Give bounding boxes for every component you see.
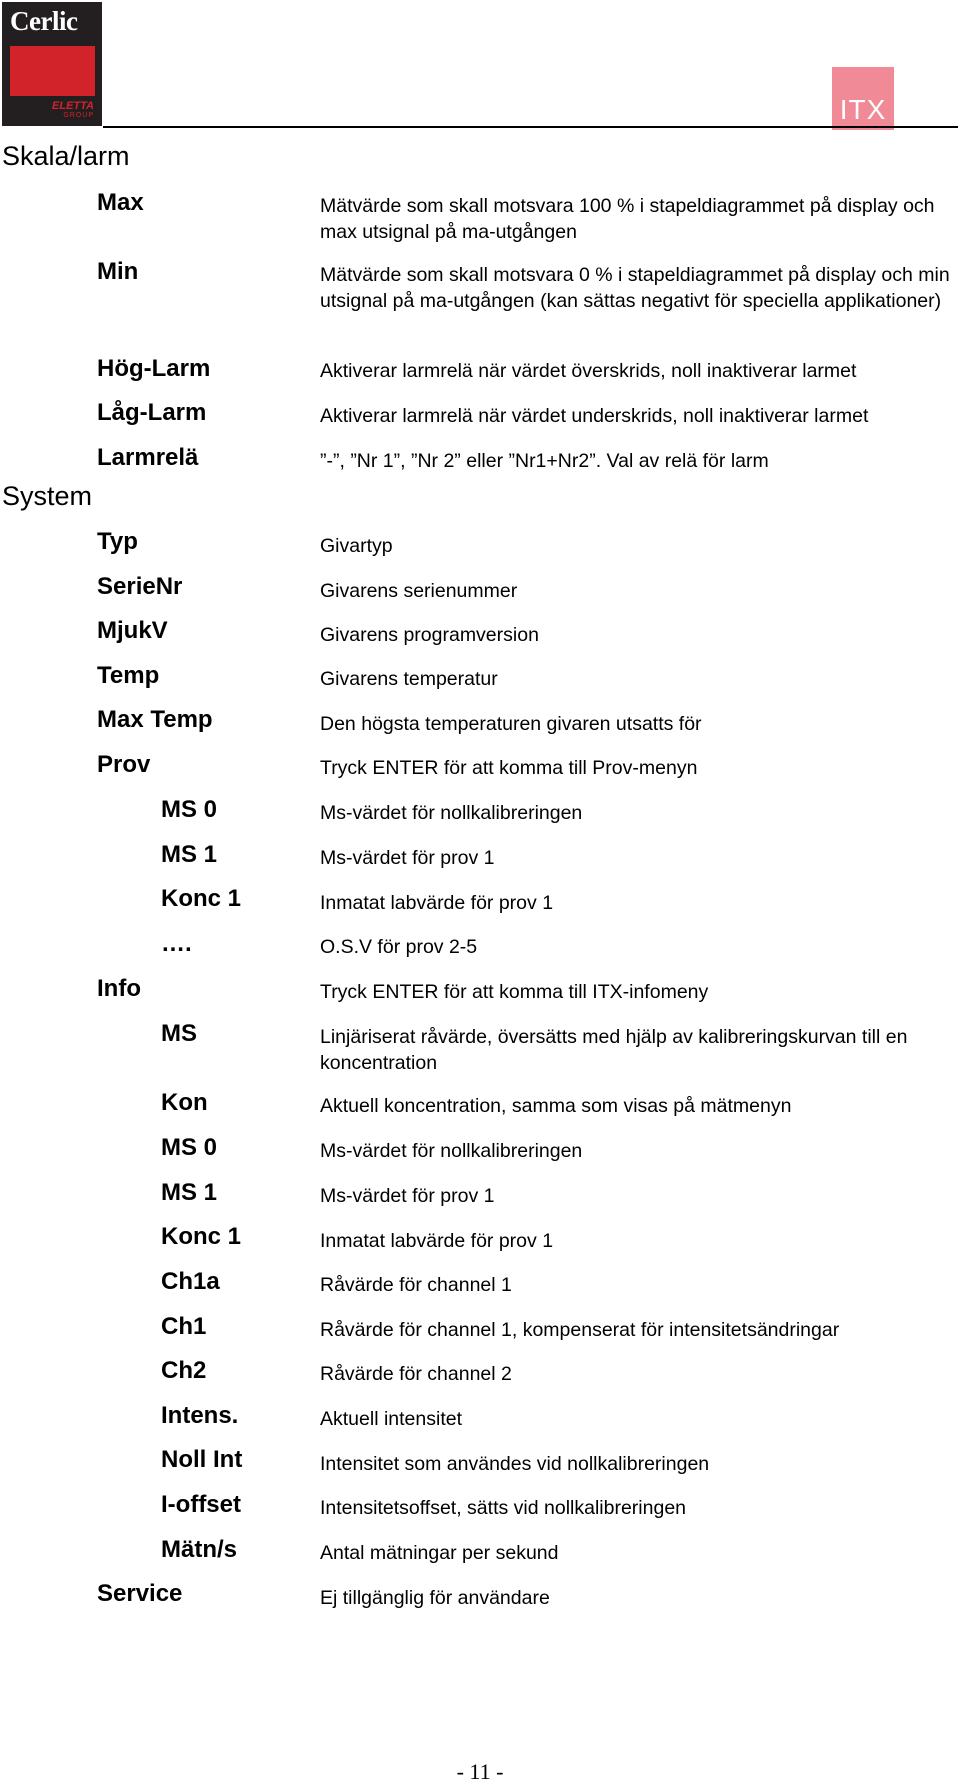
logo-name: Cerlic xyxy=(10,6,78,36)
logo-group: GROUP xyxy=(63,112,94,119)
term-description: Givartyp xyxy=(320,535,393,557)
term-label: MS 0 xyxy=(161,1134,218,1161)
term-description: Råvärde för channel 1, kompenserat för intensitetsändringar xyxy=(320,1319,840,1341)
term-description: Mätvärde som skall motsvara 0 % i stapeldiagrammet på display och min utsignal på ma-utgången (kan sättas negativt för speciella applikationer) xyxy=(320,264,950,312)
term-label: Prov xyxy=(97,751,151,778)
term-label: Ch1a xyxy=(161,1268,220,1295)
term-label: Info xyxy=(97,975,141,1002)
term-label: Hög-Larm xyxy=(97,355,211,382)
term-description: Ms-värdet för prov 1 xyxy=(320,1185,495,1207)
term-label: Konc 1 xyxy=(161,1223,242,1250)
term-description: Ms-värdet för nollkalibreringen xyxy=(320,1140,583,1162)
term-description: O.S.V för prov 2-5 xyxy=(320,936,478,958)
logo-red-block xyxy=(10,46,95,96)
term-label: Mätn/s xyxy=(161,1536,238,1563)
term-description: Givarens programversion xyxy=(320,624,539,646)
term-label: Intens. xyxy=(161,1402,239,1429)
term-label: Larmrelä xyxy=(97,444,199,471)
term-description: Aktiverar larmrelä när värdet överskrids, noll inaktiverar larmet xyxy=(320,360,857,382)
term-label: Service xyxy=(97,1580,183,1607)
term-label: Konc 1 xyxy=(161,885,242,912)
term-label: Ch1 xyxy=(161,1313,207,1340)
term-label: MS 0 xyxy=(161,796,218,823)
term-label: Ch2 xyxy=(161,1357,207,1384)
term-description: Tryck ENTER för att komma till ITX-infomeny xyxy=(320,981,709,1003)
term-label: Noll Int xyxy=(161,1446,243,1473)
itx-badge xyxy=(832,67,894,130)
term-description: Aktuell koncentration, samma som visas på mätmenyn xyxy=(320,1095,792,1117)
term-description: Ej tillgänglig för användare xyxy=(320,1587,550,1609)
term-label: MS xyxy=(161,1020,197,1047)
term-description: Råvärde för channel 1 xyxy=(320,1274,512,1296)
itx-badge-text: ITX xyxy=(839,94,887,125)
section-heading-skala-larm: Skala/larm xyxy=(2,141,130,171)
term-description: Antal mätningar per sekund xyxy=(320,1542,559,1564)
term-description: Intensitetsoffset, sätts vid nollkalibreringen xyxy=(320,1497,687,1519)
term-label: SerieNr xyxy=(97,573,183,600)
term-description: Ms-värdet för nollkalibreringen xyxy=(320,802,583,824)
term-description: Givarens temperatur xyxy=(320,668,498,690)
term-description: Inmatat labvärde för prov 1 xyxy=(320,892,554,914)
cerlic-logo xyxy=(2,2,102,126)
term-label: Temp xyxy=(97,662,160,689)
term-description: Råvärde för channel 2 xyxy=(320,1363,512,1385)
logo-eletta: ELETTA xyxy=(52,100,94,112)
section-heading-system: System xyxy=(2,481,93,511)
term-label: …. xyxy=(161,930,192,957)
term-label: MS 1 xyxy=(161,1179,218,1206)
term-description: Linjäriserat råvärde, översätts med hjälp av kalibreringskurvan till en koncentration xyxy=(320,1026,908,1074)
term-description: Tryck ENTER för att komma till Prov-menyn xyxy=(320,757,698,779)
term-label: Min xyxy=(97,258,139,285)
term-label: MjukV xyxy=(97,617,168,644)
term-description: Ms-värdet för prov 1 xyxy=(320,847,495,869)
term-label: Max Temp xyxy=(97,706,213,733)
term-description: Aktuell intensitet xyxy=(320,1408,462,1430)
term-label: Kon xyxy=(161,1089,208,1116)
term-description: Inmatat labvärde för prov 1 xyxy=(320,1230,554,1252)
header-rule xyxy=(103,126,958,128)
term-label: Typ xyxy=(97,528,138,555)
term-label: Max xyxy=(97,189,144,216)
term-description: Intensitet som användes vid nollkalibreringen xyxy=(320,1453,710,1475)
term-description: Aktiverar larmrelä när värdet underskrids, noll inaktiverar larmet xyxy=(320,405,869,427)
term-description: Givarens serienummer xyxy=(320,580,518,602)
term-label: Låg-Larm xyxy=(97,399,207,426)
term-description: ”-”, ”Nr 1”, ”Nr 2” eller ”Nr1+Nr2”. Val av relä för larm xyxy=(320,450,769,472)
term-label: MS 1 xyxy=(161,841,218,868)
page-number: - 11 - xyxy=(456,1759,504,1784)
term-description: Mätvärde som skall motsvara 100 % i stapeldiagrammet på display och max utsignal på ma-utgången xyxy=(320,195,935,243)
term-description: Den högsta temperaturen givaren utsatts för xyxy=(320,713,702,735)
term-label: I-offset xyxy=(161,1491,241,1518)
